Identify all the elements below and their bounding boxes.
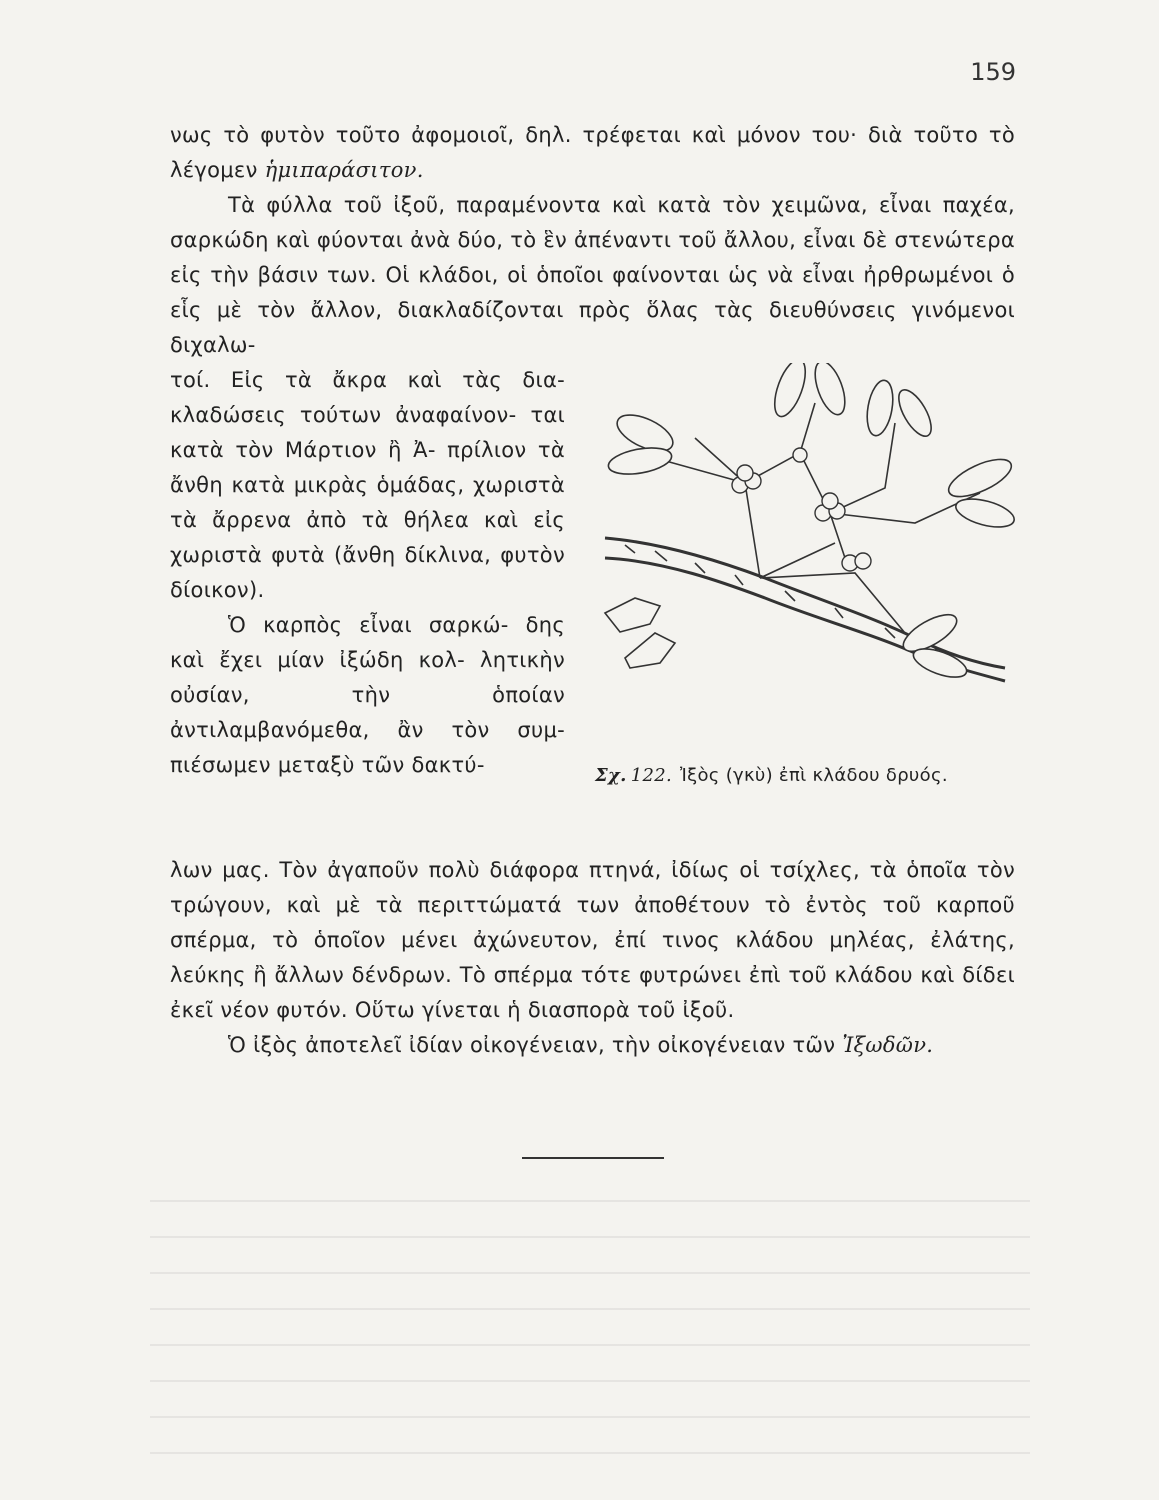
- family-name: Ἰξωδῶν.: [842, 1033, 934, 1057]
- paragraph-3-text: τοί. Εἰς τὰ ἄκρα καὶ τὰς δια- κλαδώσεις τούτων ἀναφαίνον- ται κατὰ τὸν Μάρτιον ἢ Ἀ- πρίλιον τὰ ἄνθη κατὰ μικρὰς ὁμάδας, χωριστὰ τὰ ἄρρενα ἀπὸ τὰ θήλεα καὶ εἰς χωριστὰ φυτὰ (ἄνθη δίκλινα, φυτὸν δίοικον).: [170, 368, 565, 602]
- paragraph-6-text: Ὁ ἰξὸς ἀποτελεῖ ἰδίαν οἰκογένειαν, τὴν οἰκογένειαν τῶν: [228, 1033, 843, 1057]
- figure-caption-text: Ἰξὸς (γκὺ) ἐπὶ κλάδου δρυός.: [680, 765, 948, 786]
- show-through-texture: [150, 1200, 1030, 1460]
- paragraph-2-text: Τὰ φύλλα τοῦ ἰξοῦ, παραμένοντα καὶ κατὰ τὸν χειμῶνα, εἶναι παχέα, σαρκώδη καὶ φύονται ἀνὰ δύο, τὸ ἓν ἀπέναντι τοῦ ἄλλου, εἶναι δὲ στενώτερα εἰς τὴν βάσιν των. Οἱ κλάδοι, οἱ ὁποῖοι φαίνονται ὡς νὰ εἶναι ἠρθρωμένοι ὁ εἷς μὲ τὸν ἄλλον, διακλαδίζονται πρὸς ὅλας τὰς διευθύνσεις γινόμενοι διχαλω-: [170, 193, 1015, 357]
- emphasis-term: ἡμιπαράσιτον.: [264, 158, 424, 182]
- paragraph-1-text: νως τὸ φυτὸν τοῦτο ἀφομοιοῖ, δηλ. τρέφεται καὶ μόνον του· διὰ τοῦτο τὸ λέγομεν: [170, 123, 1015, 182]
- paragraph-6: [170, 1028, 1015, 1063]
- paragraph-5-text: λων μας. Τὸν ἀγαποῦν πολὺ διάφορα πτηνά, ἰδίως οἱ τσίχλες, τὰ ὁποῖα τὸν τρώγουν, καὶ μὲ τὰ περιττώματά των ἀποθέτουν τὸ ἐντὸς τοῦ καρποῦ σπέρμα, τὸ ὁποῖον μένει ἀχώνευτον, ἐπί τινος κλάδου μηλέας, ἐλάτης, λεύκης ἢ ἄλλων δένδρων. Τὸ σπέρμα τότε φυτρώνει ἐπὶ τοῦ κλάδου καὶ δίδει ἐκεῖ νέον φυτόν. Οὕτω γίνεται ἡ διασπορὰ τοῦ ἰξοῦ.: [170, 858, 1015, 1022]
- paragraph-4-text: Ὁ καρπὸς εἶναι σαρκώ- δης καὶ ἔχει μίαν ἰξώδη κολ- λητικὴν οὐσίαν, τὴν ὁποίαν ἀντιλαμβανόμεθα, ἂν τὸν συμ- πιέσωμεν μεταξὺ τῶν δακτύ-: [170, 613, 565, 777]
- figure-label: Σχ.: [595, 765, 627, 786]
- body-text: [170, 118, 1015, 1063]
- paragraph-5: [170, 853, 1015, 1028]
- page-number: 159: [970, 58, 1016, 86]
- figure: [575, 363, 1015, 853]
- figure-caption: [595, 758, 1015, 793]
- paragraph-1: [170, 118, 1015, 188]
- section-divider: [522, 1157, 664, 1159]
- paragraph-2: [170, 188, 1015, 363]
- paragraph-4: [170, 608, 565, 783]
- wrapped-text-column: [170, 363, 565, 783]
- mistletoe-illustration-icon: [585, 363, 1015, 733]
- paragraph-3: [170, 363, 565, 608]
- figure-number: 122.: [630, 765, 673, 786]
